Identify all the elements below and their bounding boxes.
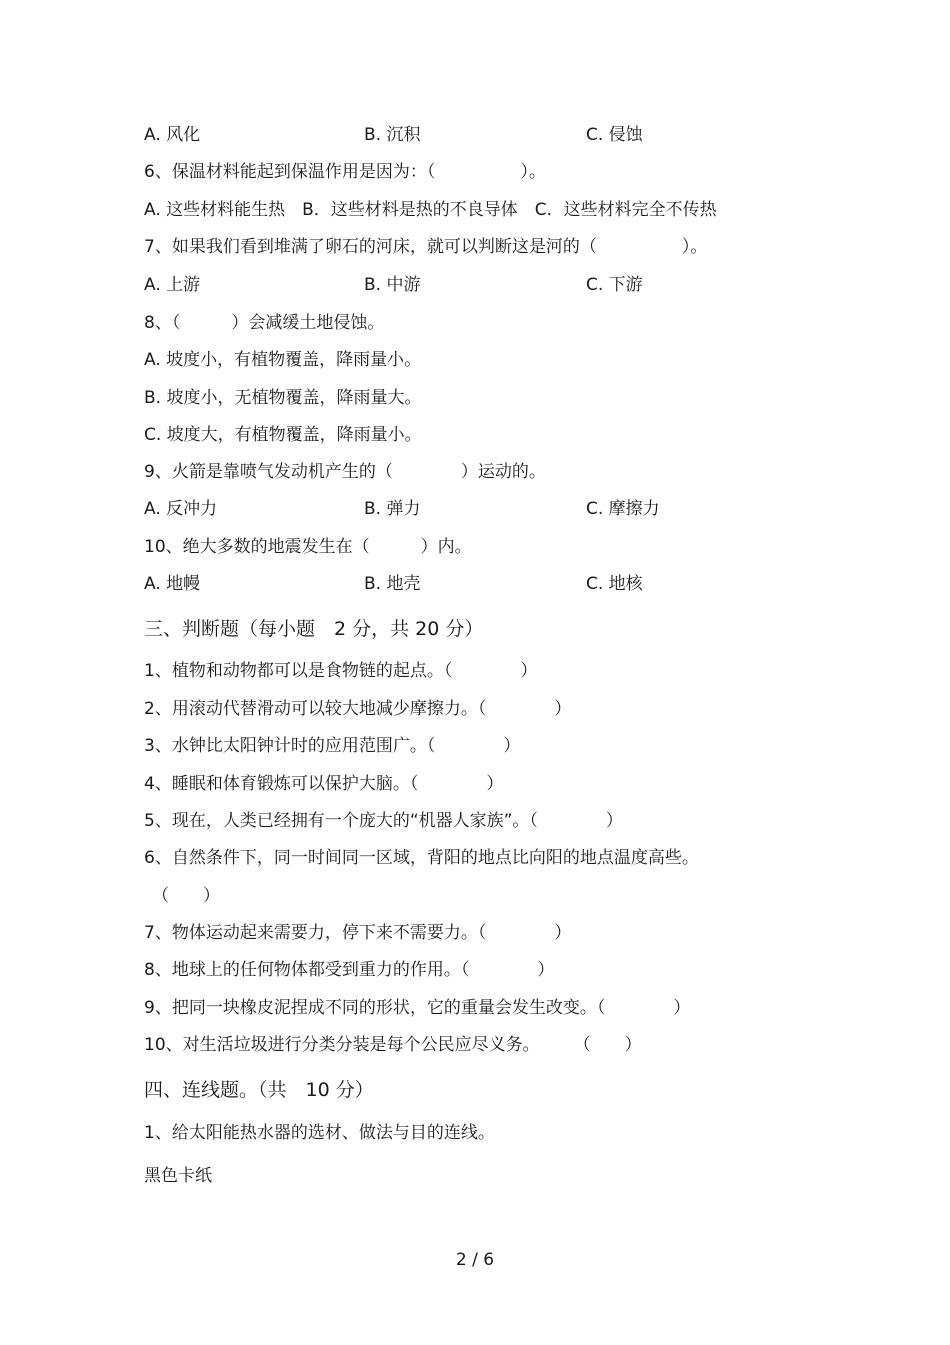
judgement-item: 5、现在，人类已经拥有一个庞大的“机器人家族”。（ ） xyxy=(144,811,623,831)
judgement-item: 8、地球上的任何物体都受到重力的作用。（ ） xyxy=(144,960,555,980)
q10-option-a: A. 地幔 xyxy=(144,574,201,594)
q6-stem: 6、保温材料能起到保温作用是因为：（ ）。 xyxy=(144,162,546,182)
q10-option-b: B. 地壳 xyxy=(364,574,421,594)
q9-option-c: C. 摩擦力 xyxy=(586,499,660,519)
section4-title: 四、连线题。（共 10 分） xyxy=(144,1079,374,1101)
judgement-item: 7、物体运动起来需要力，停下来不需要力。（ ） xyxy=(144,923,572,943)
q7-option-c: C. 下游 xyxy=(586,275,643,295)
q10-stem: 10、绝大多数的地震发生在（ ）内。 xyxy=(144,537,472,557)
q8-option-b: B. 坡度小，无植物覆盖，降雨量大。 xyxy=(144,388,422,408)
q8-option-a: A. 坡度小，有植物覆盖，降雨量小。 xyxy=(144,350,422,370)
q9-option-a: A. 反冲力 xyxy=(144,499,218,519)
q7-option-b: B. 中游 xyxy=(364,275,421,295)
q10-option-c: C. 地核 xyxy=(586,574,643,594)
q5-option-b: B. 沉积 xyxy=(364,125,421,145)
judgement-item: 6、自然条件下，同一时间同一区域，背阳的地点比向阳的地点温度高些。 xyxy=(144,848,699,868)
q7-option-a: A. 上游 xyxy=(144,275,201,295)
q5-option-a: A. 风化 xyxy=(144,125,201,145)
judgement-item: 3、水钟比太阳钟计时的应用范围广。（ ） xyxy=(144,736,521,756)
judgement-item: 1、植物和动物都可以是食物链的起点。（ ） xyxy=(144,661,538,681)
judgement-item-answer-blank: （ ） xyxy=(152,886,220,906)
q9-stem: 9、火箭是靠喷气发动机产生的（ ）运动的。 xyxy=(144,462,546,482)
matching-item: 黑色卡纸 xyxy=(144,1166,212,1186)
judgement-item: 2、用滚动代替滑动可以较大地减少摩擦力。（ ） xyxy=(144,699,572,719)
matching-question: 1、给太阳能热水器的选材、做法与目的连线。 xyxy=(144,1123,495,1143)
page-number: 2 / 6 xyxy=(455,1250,495,1270)
judgement-item: 4、睡眠和体育锻炼可以保护大脑。（ ） xyxy=(144,774,504,794)
q7-stem: 7、如果我们看到堆满了卵石的河床，就可以判断这是河的（ ）。 xyxy=(144,237,708,257)
judgement-item: 10、对生活垃圾进行分类分装是每个公民应尽义务。 （ ） xyxy=(144,1035,642,1055)
q8-option-c: C. 坡度大，有植物覆盖，降雨量小。 xyxy=(144,425,422,445)
q6-options: A. 这些材料能生热 B．这些材料是热的不良导体 C．这些材料完全不传热 xyxy=(144,200,717,220)
q9-option-b: B. 弹力 xyxy=(364,499,421,519)
q5-option-c: C. 侵蚀 xyxy=(586,125,643,145)
q8-stem: 8、（ ）会减缓土地侵蚀。 xyxy=(144,313,385,333)
section3-title: 三、判断题（每小题 2 分，共 20 分） xyxy=(144,618,484,640)
judgement-item: 9、把同一块橡皮泥捏成不同的形状，它的重量会发生改变。（ ） xyxy=(144,998,691,1018)
